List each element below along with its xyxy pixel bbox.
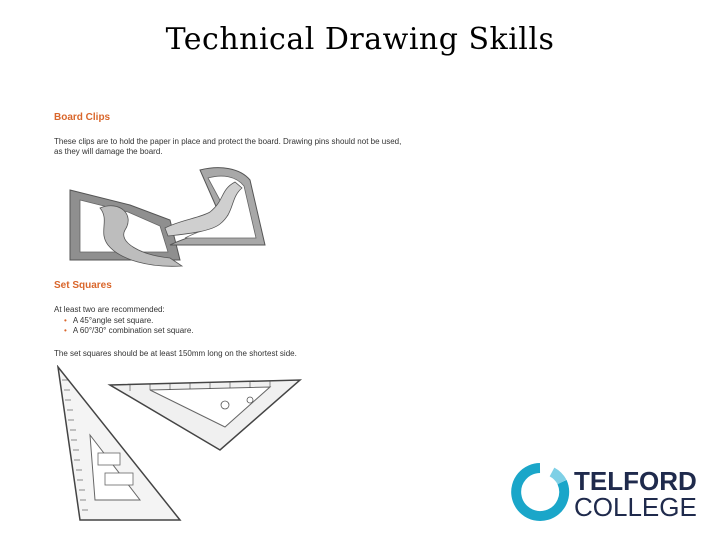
slide-title: Technical Drawing Skills bbox=[165, 22, 555, 57]
document-image bbox=[50, 100, 430, 530]
telford-college-logo bbox=[510, 462, 710, 522]
board-clips-illustration bbox=[50, 160, 320, 270]
set-squares-list bbox=[64, 316, 194, 336]
logo-line-1: TELFORD bbox=[574, 466, 697, 496]
list-item: • A 45°angle set square. bbox=[74, 316, 194, 326]
logo-line-2: COLLEGE bbox=[574, 492, 697, 522]
set-squares-note: The set squares should be at least 150mm long on the shortest side. bbox=[54, 349, 297, 358]
board-clips-heading: Board Clips bbox=[54, 112, 111, 123]
set-squares-intro: At least two are recommended: bbox=[54, 305, 165, 314]
set-squares-illustration bbox=[50, 365, 340, 530]
college-logo-icon bbox=[510, 462, 570, 522]
list-item: • A 60°/30° combination set square. bbox=[74, 326, 194, 336]
board-clips-text: These clips are to hold the paper in place and protect the board. Drawing pins should not be used, as they will damage the board. bbox=[54, 137, 402, 156]
set-squares-heading: Set Squares bbox=[54, 280, 112, 291]
